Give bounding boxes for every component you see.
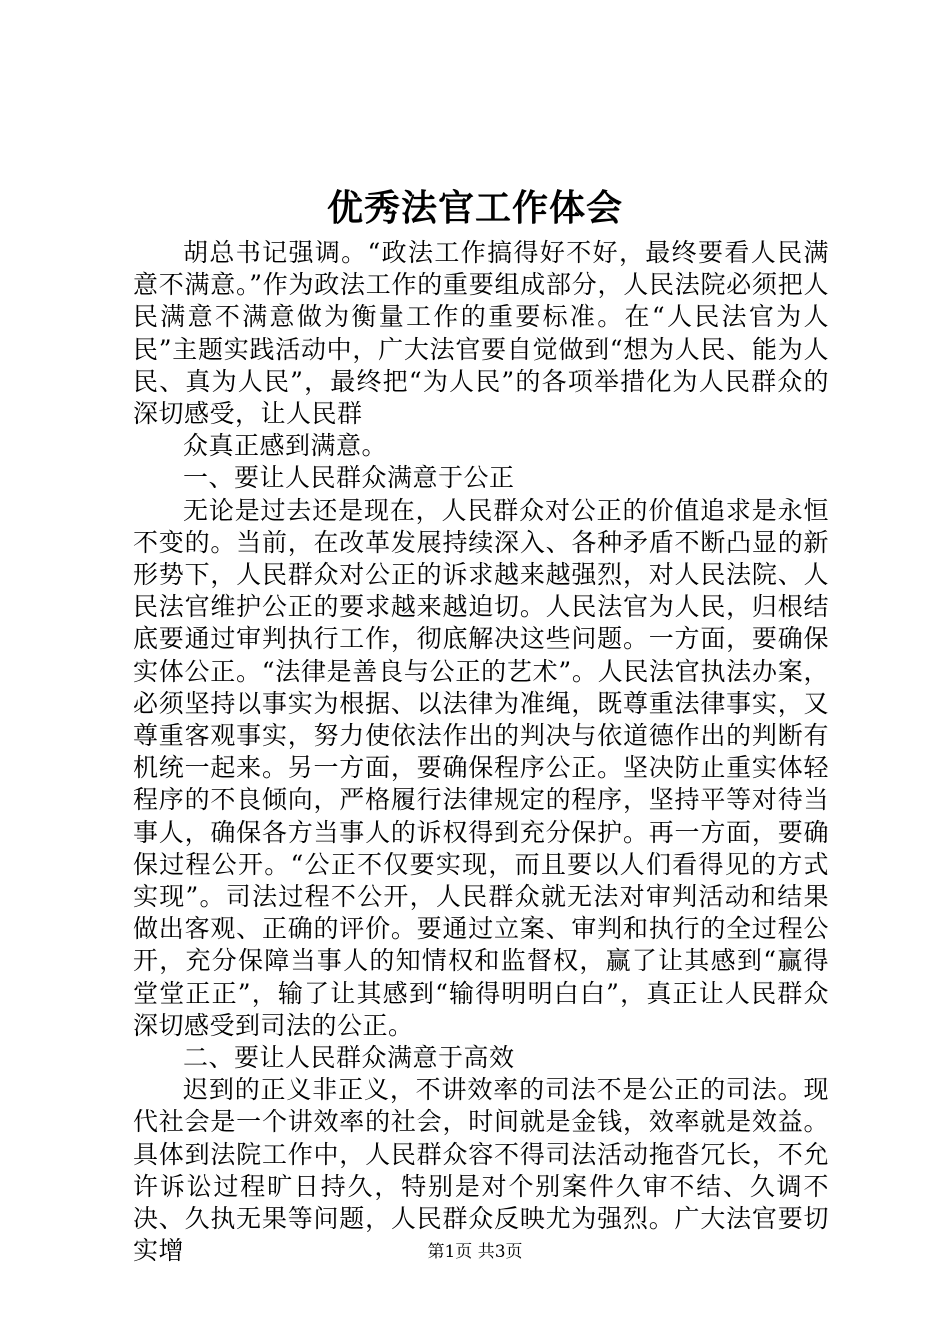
document-title: 优秀法官工作体会 — [326, 187, 623, 229]
paragraph-efficiency: 迟到的正义非正义，不讲效率的司法不是公正的司法。现代社会是一个讲效率的社会，时间就是金钱，效率就是效益。具体到法院工作中，人民群众容不得司法活动拖沓冗长，不允许诉讼过程旷日持久，特别是对个别案件久审不结、久调不决、久执无果等问题，人民群众反映尤为强烈。广大法官要切实增 — [133, 1075, 829, 1266]
paragraph-intro: 胡总书记强调。“政法工作搞得好不好，最终要看人民满意不满意。”作为政法工作的重要组成部分，人民法院必须把人民满意不满意做为衡量工作的重要标准。在“人民法官为人民”主题实践活动中，广大法官要自觉做到“想为人民、能为人民、真为人民”，最终把“为人民”的各项举措化为人民群众的深切感受，让人民群 — [133, 238, 829, 429]
paragraph-intro-continued: 众真正感到满意。 — [183, 431, 388, 461]
page-number-footer: 第1页 共3页 — [427, 1242, 523, 1262]
paragraph-fairness: 无论是过去还是现在，人民群众对公正的价值追求是永恒不变的。当前，在改革发展持续深入、各种矛盾不断凸显的新形势下，人民群众对公正的诉求越来越强烈，对人民法院、人民法官维护公正的要求越来越迫切。人民法官为人民，归根结底要通过审判执行工作，彻底解决这些问题。一方面，要确保实体公正。“法律是善良与公正的艺术”。人民法官执法办案，必须坚持以事实为根据、以法律为准绳，既尊重法律事实，又尊重客观事实，努力使依法作出的判决与依道德作出的判断有机统一起来。另一方面，要确保程序公正。坚决防止重实体轻程序的不良倾向，严格履行法律规定的程序，坚持平等对待当事人，确保各方当事人的诉权得到充分保护。再一方面，要确保过程公开。“公正不仅要实现，而且要以人们看得见的方式实现”。司法过程不公开，人民群众就无法对审判活动和结果做出客观、正确的评价。要通过立案、审判和执行的全过程公开，充分保障当事人的知情权和监督权，赢了让其感到“赢得堂堂正正”，输了让其感到“输得明明白白”，真正让人民群众深切感受到司法的公正。 — [133, 495, 829, 1040]
section-heading-fairness: 一、要让人民群众满意于公正 — [183, 463, 515, 493]
section-heading-efficiency: 二、要让人民群众满意于高效 — [183, 1043, 515, 1073]
document-body — [133, 237, 829, 1268]
